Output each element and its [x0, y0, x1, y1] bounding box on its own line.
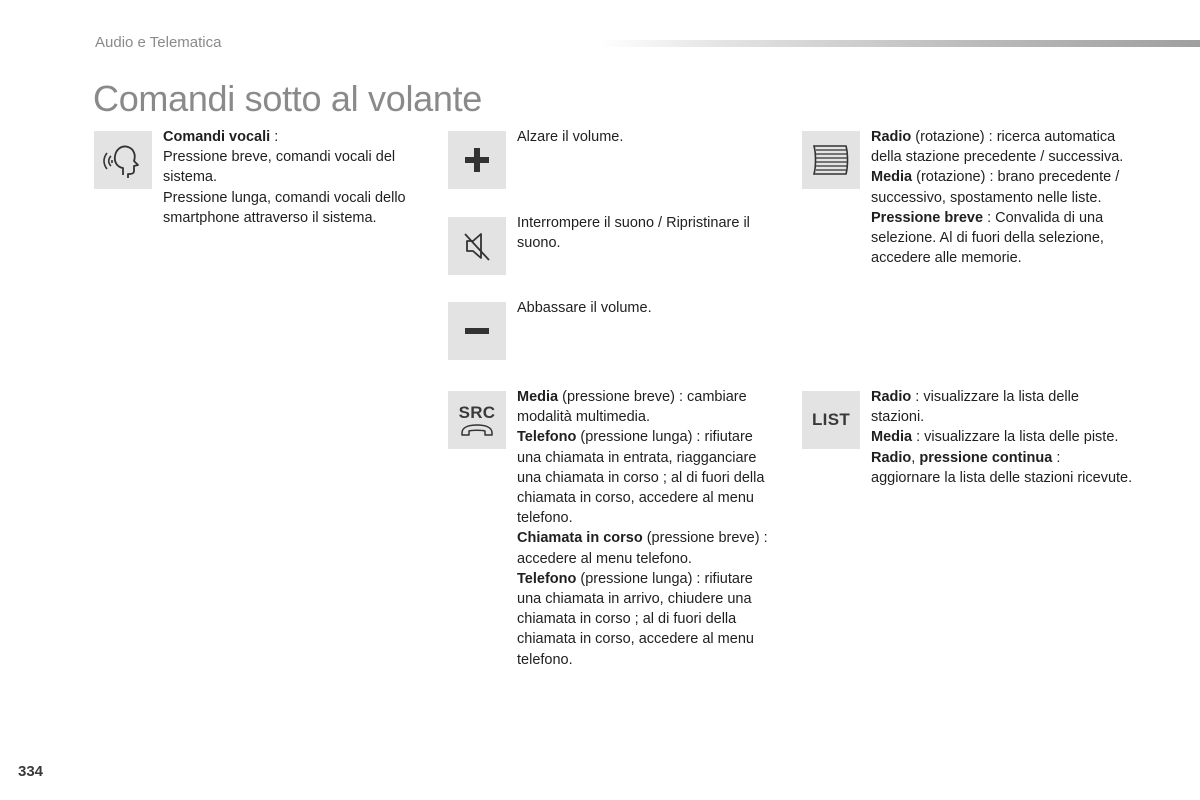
page-title: Comandi sotto al volante [93, 78, 483, 119]
voice-command-short-press: Pressione breve, comandi vocali del sistema. [163, 149, 396, 186]
volume-down-description: Abbassare il volume. [517, 300, 652, 316]
minus-icon [462, 316, 492, 346]
volume-up-description: Alzare il volume. [517, 129, 624, 145]
voice-command-heading: Comandi vocali [163, 129, 271, 145]
src-icon-label: SRC [458, 403, 496, 422]
phone-hangup-icon [459, 423, 495, 437]
thumbwheel-icon [811, 143, 851, 177]
volume-up-button-icon [448, 131, 506, 189]
plus-icon [462, 145, 492, 175]
mute-button-icon [448, 217, 506, 275]
page-number: 334 [18, 763, 44, 780]
voice-command-button-icon [94, 131, 152, 189]
voice-command-icon [98, 135, 148, 185]
mute-description: Interrompere il suono / Ripristinare il suono. [517, 215, 750, 252]
thumbwheel-description: Radio (rotazione) : ricerca automatica della stazione precedente / successiva. Media (rotazione) : brano precedente / successivo, spostamento nelle liste. Pressione breve : Convalida di una selezione. Al di fuori della selezione, accedere alle memorie. [871, 129, 1124, 267]
list-icon: LIST [811, 410, 851, 429]
thumbwheel-button-icon [802, 131, 860, 189]
voice-command-long-press: Pressione lunga, comandi vocali dello smartphone attraverso il sistema. [163, 189, 406, 226]
section-label: Audio e Telematica [95, 34, 222, 51]
list-description: Radio : visualizzare la lista delle stazioni. Media : visualizzare la lista delle piste. Radio, pressione continua : aggiornare la lista delle stazioni ricevute. [871, 389, 1133, 486]
list-button-icon [802, 391, 860, 449]
mute-speaker-icon [457, 226, 497, 266]
src-description: Media (pressione breve) : cambiare modalità multimedia. Telefono (pressione lunga) : rifiutare una chiamata in entrata, riagganciare una chiamata in corso ; al di fuori della chiamata in corso, accedere al menu telefono. Chiamata in corso (pressione breve) : accedere al menu telefono. Telefono (pressione lunga) : rifiutare una chiamata in arrivo, chiudere una chiamata in corso ; al di fuori della chiamata in corso, accedere al menu telefono. [517, 389, 768, 668]
header-gradient-bar [600, 40, 1200, 47]
src-button-icon [448, 391, 506, 449]
volume-down-button-icon [448, 302, 506, 360]
voice-command-description: Comandi vocali : Pressione breve, comandi vocali del sistema. Pressione lunga, comandi vocali dello smartphone attraverso il sistema. [163, 129, 406, 226]
